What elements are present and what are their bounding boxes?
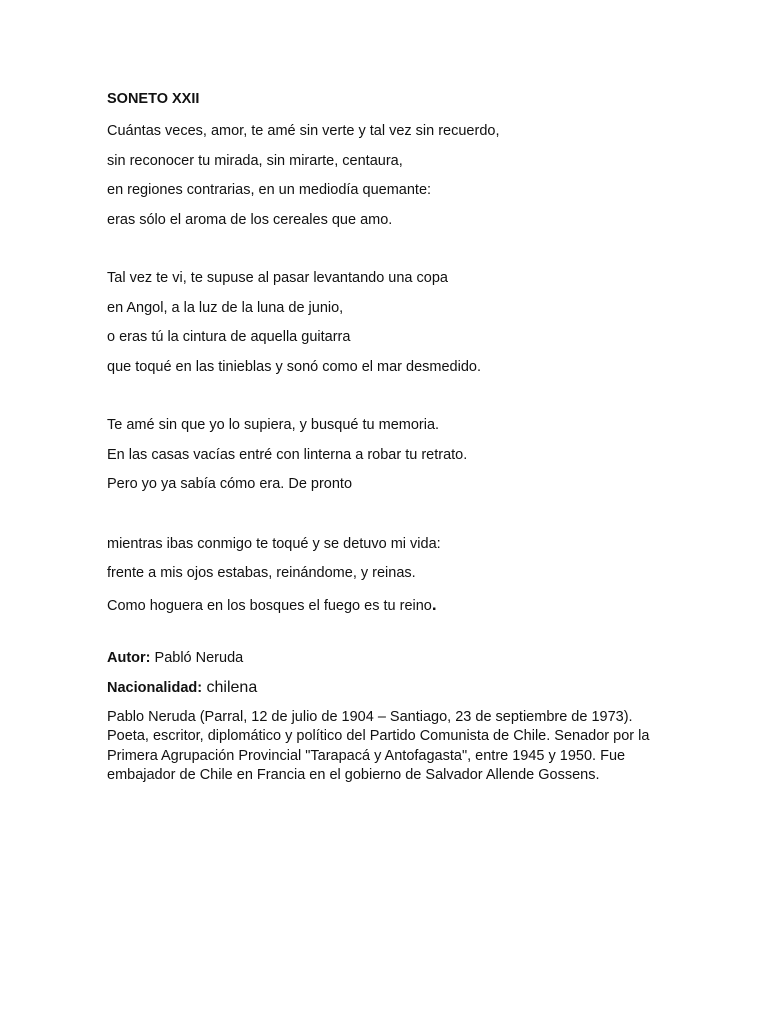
poem-line: en regiones contrarias, en un mediodía quemante: [107, 182, 432, 198]
poem-line: En las casas vacías entré con linterna a robar tu retrato. [107, 446, 468, 463]
poem-line: eras sólo el aroma de los cereales que amo. [107, 211, 393, 228]
author-info [107, 648, 707, 786]
poem-line: mientras ibas conmigo te toqué y se detuvo mi vida: [107, 535, 441, 552]
poem-line: Te amé sin que yo lo supiera, y busqué tu memoria. [107, 417, 440, 433]
stanza-1 [107, 117, 707, 235]
author-line [107, 648, 707, 668]
poem-line: Tal vez te vi, te supuse al pasar levantando una copa [107, 270, 448, 286]
poem-line-text: Como hoguera en los bosques el fuego es tu reino [107, 597, 432, 614]
stanza-4 [107, 530, 707, 622]
nationality-label: Nacionalidad: [107, 679, 203, 696]
poem-line: sin reconocer tu mirada, sin mirarte, centaura, [107, 152, 403, 169]
final-period: . [431, 594, 437, 614]
author-label: Autor: [107, 649, 151, 666]
poem-line: que toqué en las tinieblas y sonó como el mar desmedido. [107, 358, 481, 375]
author-biography: Pablo Neruda (Parral, 12 de julio de 1904 – Santiago, 23 de septiembre de 1973). Poeta, escritor, diplomático y político del Partido Comunista de Chile. Senador por la Primera Agrupación Provincial "Tarapacá y Antofagasta", entre 1945 y 1950. Fue embajador de Chile en Francia en el gobierno de Salvador Allende Gossens. [107, 708, 650, 783]
poem-line-final [107, 589, 707, 622]
poem-line: frente a mis ojos estabas, reinándome, y reinas. [107, 565, 416, 581]
poem-line: Cuántas veces, amor, te amé sin verte y tal vez sin recuerdo, [107, 123, 500, 139]
nationality-line [107, 678, 707, 698]
author-value: Pabló Neruda [150, 649, 244, 666]
poem-line: o eras tú la cintura de aquella guitarra [107, 329, 351, 345]
stanza-3 [107, 411, 707, 500]
document-page [107, 88, 707, 786]
poem-line: en Angol, a la luz de la luna de junio, [107, 299, 344, 316]
poem-line: Pero yo ya sabía cómo era. De pronto [107, 476, 353, 492]
poem-title: SONETO XXII [107, 91, 200, 107]
nationality-value: chilena [202, 678, 258, 696]
stanza-2 [107, 264, 707, 382]
